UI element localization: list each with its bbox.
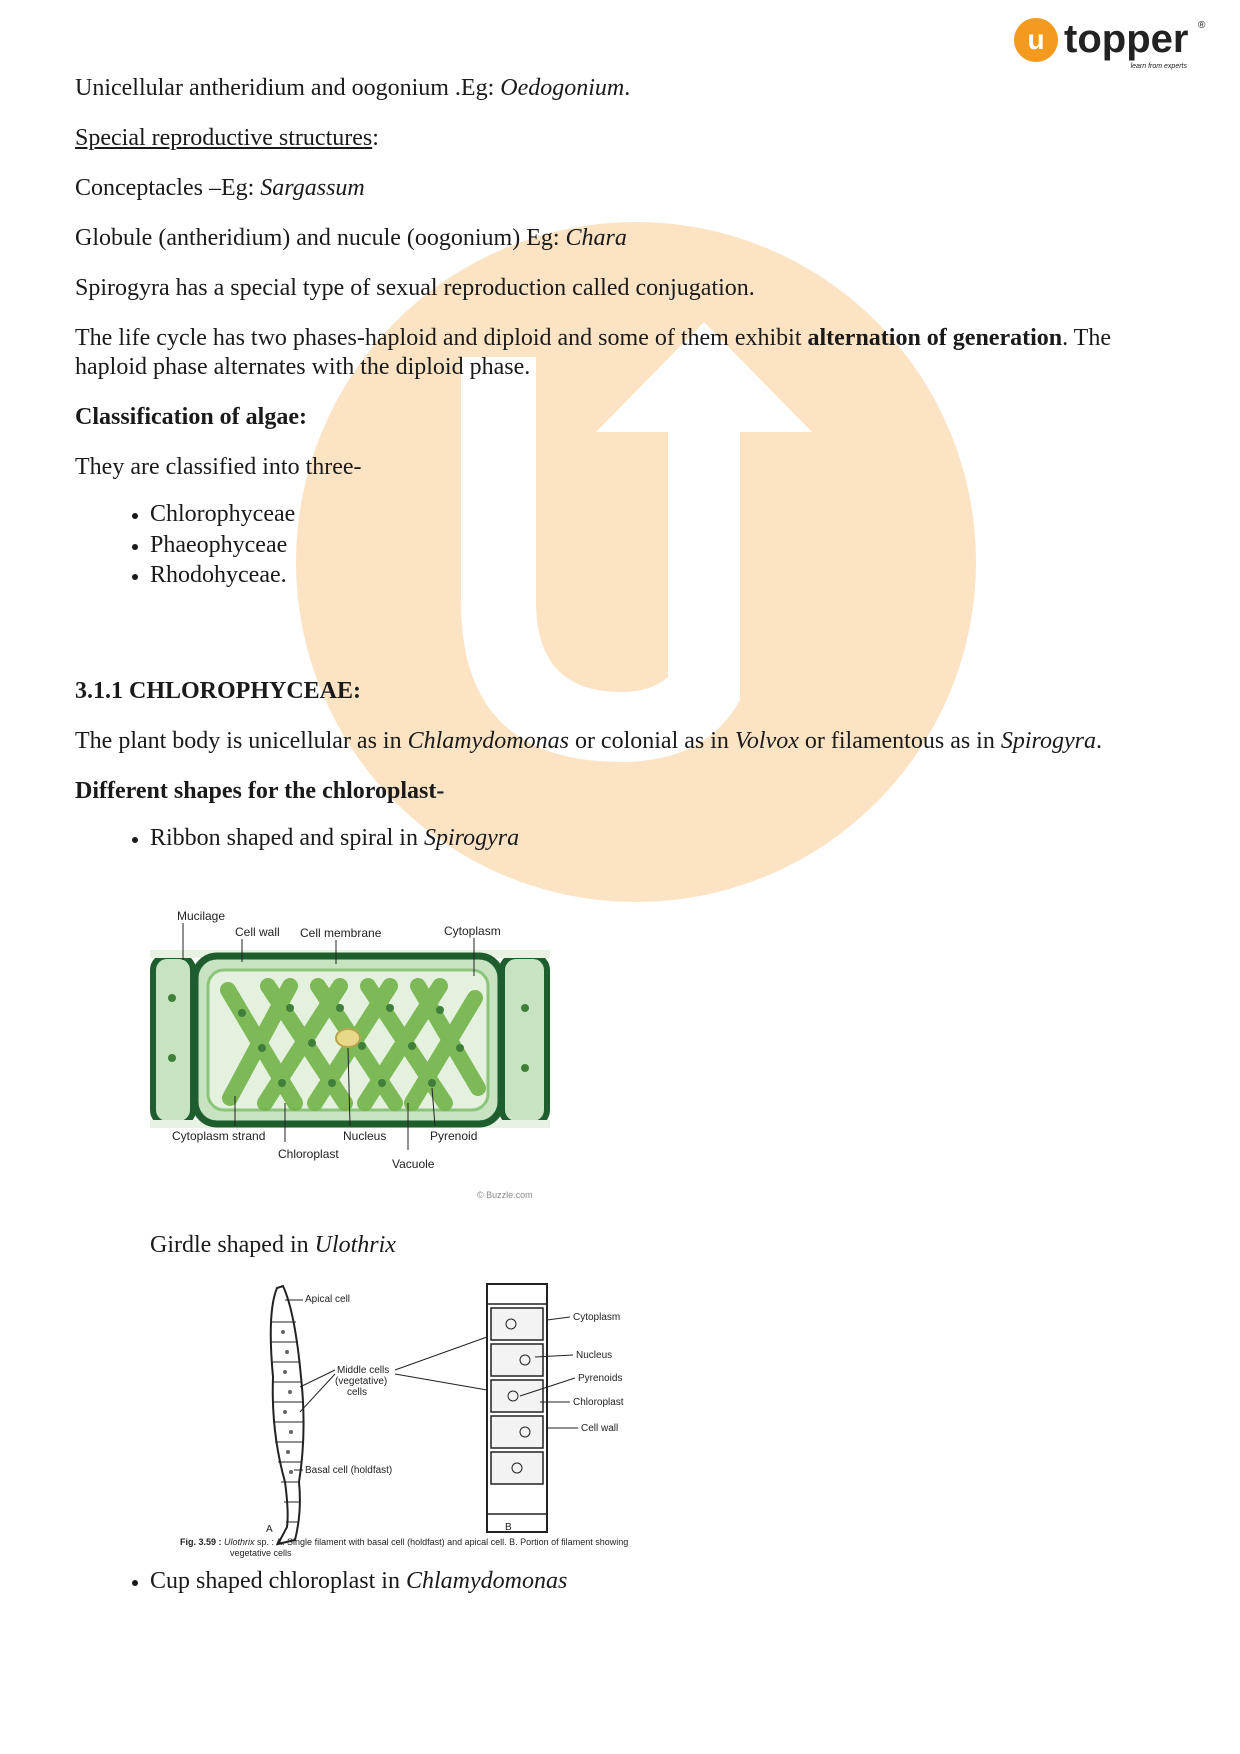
heading-classification: Classification of algae: bbox=[75, 404, 307, 430]
heading-shapes: Different shapes for the chloroplast- bbox=[75, 777, 445, 804]
label-cytoplasm-b: Cytoplasm bbox=[573, 1312, 621, 1323]
nucleus bbox=[336, 1029, 360, 1047]
label-pyrenoids: Pyrenoids bbox=[578, 1373, 623, 1384]
svg-text:learn from experts: learn from experts bbox=[1130, 63, 1187, 70]
label-cytoplasm: Cytoplasm bbox=[444, 924, 501, 938]
label-apical-cell: Apical cell bbox=[305, 1294, 351, 1305]
shape-list-2 bbox=[75, 1566, 1050, 1597]
svg-text:®: ® bbox=[1198, 20, 1206, 31]
label-basal-cell: Basal cell (holdfast) bbox=[305, 1465, 393, 1476]
label-nucleus-b: Nucleus bbox=[576, 1350, 613, 1361]
label-b: B bbox=[505, 1522, 512, 1533]
figure-caption: Fig. 3.59 : Ulothrix sp. : A. Single filament with basal cell (holdfast) and apical cell. B. Portion of filament showing bbox=[180, 1537, 629, 1547]
svg-text:topper: topper bbox=[1064, 17, 1189, 61]
label-cell-wall: Cell wall bbox=[235, 925, 280, 939]
list-item: • Rhodohyceae. bbox=[150, 560, 1175, 591]
list-item: • Cup shaped chloroplast in Chlamydomonas bbox=[150, 1566, 1050, 1597]
label-middle-cells: Middle cells bbox=[337, 1365, 390, 1376]
neighbour-cell-left bbox=[153, 956, 193, 1124]
page-content bbox=[75, 74, 1175, 853]
para-spirogyra: Spirogyra has a special type of sexual reproduction called conjugation. bbox=[75, 275, 755, 301]
label-vegetative: (vegetative) bbox=[335, 1376, 388, 1387]
spirogyra-figure bbox=[150, 898, 550, 1203]
filament-a bbox=[271, 1286, 304, 1544]
list-item: • Chlorophyceae bbox=[150, 499, 1175, 530]
figure-credit: © Buzzle.com bbox=[477, 1190, 533, 1200]
svg-text:u: u bbox=[1027, 24, 1045, 55]
para-conceptacles: Conceptacles –Eg: Sargassum bbox=[75, 175, 365, 201]
label-mucilage: Mucilage bbox=[177, 909, 226, 923]
label-cytoplasm-strand: Cytoplasm strand bbox=[172, 1129, 266, 1143]
figure-caption-line2: vegetative cells bbox=[230, 1548, 292, 1558]
label-cell-membrane: Cell membrane bbox=[300, 926, 382, 940]
label-a: A bbox=[266, 1524, 273, 1535]
label-vacuole: Vacuole bbox=[392, 1157, 435, 1171]
label-cell-wall-b: Cell wall bbox=[581, 1423, 619, 1434]
heading-chlorophyceae: 3.1.1 CHLOROPHYCEAE: bbox=[75, 677, 362, 704]
para-globule: Globule (antheridium) and nucule (oogonium) Eg: Chara bbox=[75, 225, 627, 251]
label-chloroplast-b: Chloroplast bbox=[573, 1397, 624, 1408]
para-plant-body: The plant body is unicellular as in Chlamydomonas or colonial as in Volvox or filamentous as in Spirogyra. bbox=[75, 727, 1102, 754]
list-item: • Phaeophyceae bbox=[150, 530, 1175, 561]
para-special-structures: Special reproductive structures: bbox=[75, 125, 379, 151]
neighbour-cell-right bbox=[502, 956, 547, 1124]
label-nucleus: Nucleus bbox=[343, 1129, 387, 1143]
shape-list-1 bbox=[75, 823, 1175, 854]
para-girdle: Girdle shaped in Ulothrix bbox=[150, 1232, 396, 1258]
topper-logo bbox=[1012, 16, 1212, 76]
label-pyrenoid: Pyrenoid bbox=[430, 1129, 478, 1143]
class-list bbox=[75, 499, 1175, 591]
list-item: • Ribbon shaped and spiral in Spirogyra bbox=[150, 823, 1175, 854]
para-life-cycle: The life cycle has two phases-haploid and diploid and some of them exhibit alternation of generation. The haploid phase alternates with the diploid phase. bbox=[75, 325, 1111, 380]
filament-b-cells bbox=[487, 1304, 547, 1514]
label-cells: cells bbox=[347, 1387, 368, 1398]
ulothrix-figure bbox=[175, 1282, 715, 1567]
label-chloroplast: Chloroplast bbox=[278, 1147, 339, 1161]
para-classified: They are classified into three- bbox=[75, 454, 362, 480]
para-oedogonium: Unicellular antheridium and oogonium .Eg: Oedogonium. bbox=[75, 75, 631, 101]
